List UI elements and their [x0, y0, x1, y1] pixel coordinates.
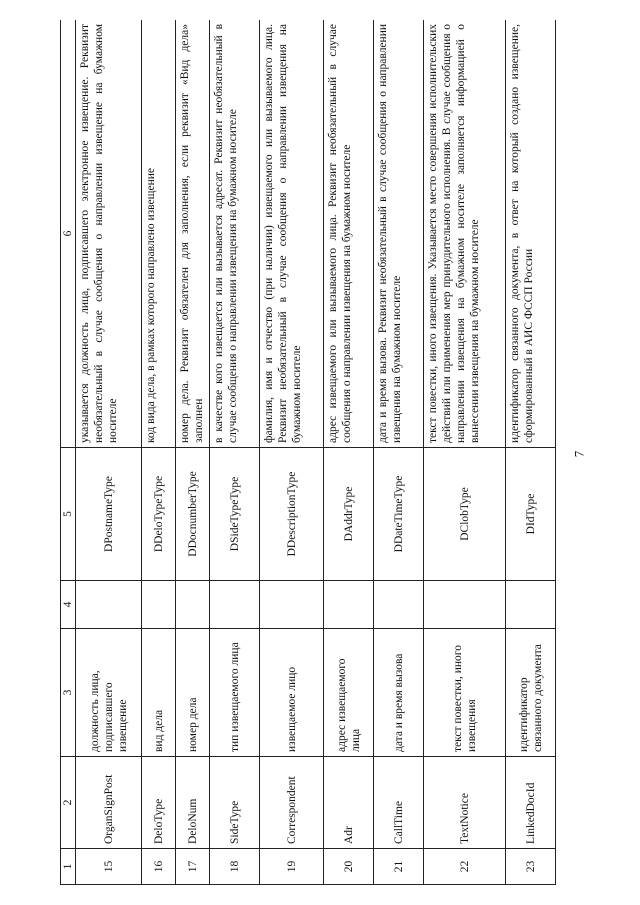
table-frame: [60, 20, 625, 885]
requisite-description: тип извещаемого лица: [210, 629, 260, 757]
multiplicity: [424, 581, 506, 629]
multiplicity: [374, 581, 424, 629]
requisite-note: идентификатор связанного документа, в ответ на который создано извещение, сформированный в АИС ФССП России: [506, 20, 556, 448]
row-number: 23: [506, 849, 556, 885]
multiplicity: [260, 581, 324, 629]
requisite-name: TextNotice: [424, 757, 506, 849]
data-type: DSideTypeType: [210, 448, 260, 581]
table-row: [506, 20, 556, 885]
data-type: DDocnumberType: [176, 448, 210, 581]
requisite-name: CallTime: [374, 757, 424, 849]
row-number: 22: [424, 849, 506, 885]
table-row: [142, 20, 176, 885]
requisite-note: фамилия, имя и отчество (при наличии) извещаемого или вызываемого лица. Реквизит необязательный в случае сообщения о направлении извещения на бумажном носителе: [260, 20, 324, 448]
header-col-3: 3: [61, 629, 76, 757]
requisite-name: Adr: [324, 757, 374, 849]
table-row: [176, 20, 210, 885]
multiplicity: [506, 581, 556, 629]
row-number: 21: [374, 849, 424, 885]
requisite-note: указывается должность лица, подписавшего электронное извещение. Реквизит необязательный в случае сообщения о направлении извещение на бумажном носителе: [76, 20, 142, 448]
data-type: DPostnameType: [76, 448, 142, 581]
data-type: DDeloTypeType: [142, 448, 176, 581]
data-type: DDescriptionType: [260, 448, 324, 581]
row-number: 17: [176, 849, 210, 885]
table-header-row: [61, 20, 76, 885]
table-row: [260, 20, 324, 885]
requisite-description: идентификатор связанного документа: [506, 629, 556, 757]
requisite-description: вид дела: [142, 629, 176, 757]
requisite-description: текст повестки, иного извещения: [424, 629, 506, 757]
multiplicity: [176, 581, 210, 629]
requisite-note: адрес извещаемого или вызываемого лица. Реквизит необязательный в случае сообщения о направлении извещения на бумажном носителе: [324, 20, 374, 448]
data-type: DDateTimeType: [374, 448, 424, 581]
multiplicity: [210, 581, 260, 629]
requisite-name: SideType: [210, 757, 260, 849]
requisite-description: номер дела: [176, 629, 210, 757]
multiplicity: [324, 581, 374, 629]
requisite-description: адрес извещаемого лица: [324, 629, 374, 757]
requisite-description: дата и время вызова: [374, 629, 424, 757]
row-number: 16: [142, 849, 176, 885]
table-body: [76, 20, 556, 885]
header-col-4: 4: [61, 581, 76, 629]
requisite-name: DeloType: [142, 757, 176, 849]
row-number: 20: [324, 849, 374, 885]
requisite-description: извещаемое лицо: [260, 629, 324, 757]
table-row: [374, 20, 424, 885]
table-row: [324, 20, 374, 885]
multiplicity: [76, 581, 142, 629]
row-number: 19: [260, 849, 324, 885]
page-number: 7: [571, 450, 587, 458]
requisite-note: в качестве кого извещается или вызывается адресат. Реквизит необязательный в случае сообщения о направлении извещения на бумажном носителе: [210, 20, 260, 448]
header-col-1: 1: [61, 849, 76, 885]
data-type: DClobType: [424, 448, 506, 581]
requisite-name: Correspondent: [260, 757, 324, 849]
requisite-name: LinkedDocId: [506, 757, 556, 849]
multiplicity: [142, 581, 176, 629]
row-number: 18: [210, 849, 260, 885]
requisite-note: дата и время вызова. Реквизит необязательный в случае сообщения о направлении извещения на бумажном носителе: [374, 20, 424, 448]
row-number: 15: [76, 849, 142, 885]
header-col-5: 5: [61, 448, 76, 581]
data-type: DAddrType: [324, 448, 374, 581]
requisite-note: код вида дела, в рамках которого направлено извещение: [142, 20, 176, 448]
header-col-2: 2: [61, 757, 76, 849]
requisites-table: [60, 20, 556, 885]
table-row: [76, 20, 142, 885]
requisite-name: OrganSignPost: [76, 757, 142, 849]
requisite-name: DeloNum: [176, 757, 210, 849]
rotated-page: [60, 20, 625, 885]
data-type: DIdType: [506, 448, 556, 581]
table-row: [210, 20, 260, 885]
requisite-description: должность лица, подписавшего извещение: [76, 629, 142, 757]
requisite-note: текст повестки, иного извещения. Указывается место совершения исполнительских действий или применения мер принудительного исполнения. В случае сообщения о направлении извещения на бумажном носителе заполняется информацией о вынесении извещения на бумажном носителе: [424, 20, 506, 448]
header-col-6: 6: [61, 20, 76, 448]
requisite-note: номер дела. Реквизит обязателен для заполнения, если реквизит «Вид дела» заполнен: [176, 20, 210, 448]
table-row: [424, 20, 506, 885]
